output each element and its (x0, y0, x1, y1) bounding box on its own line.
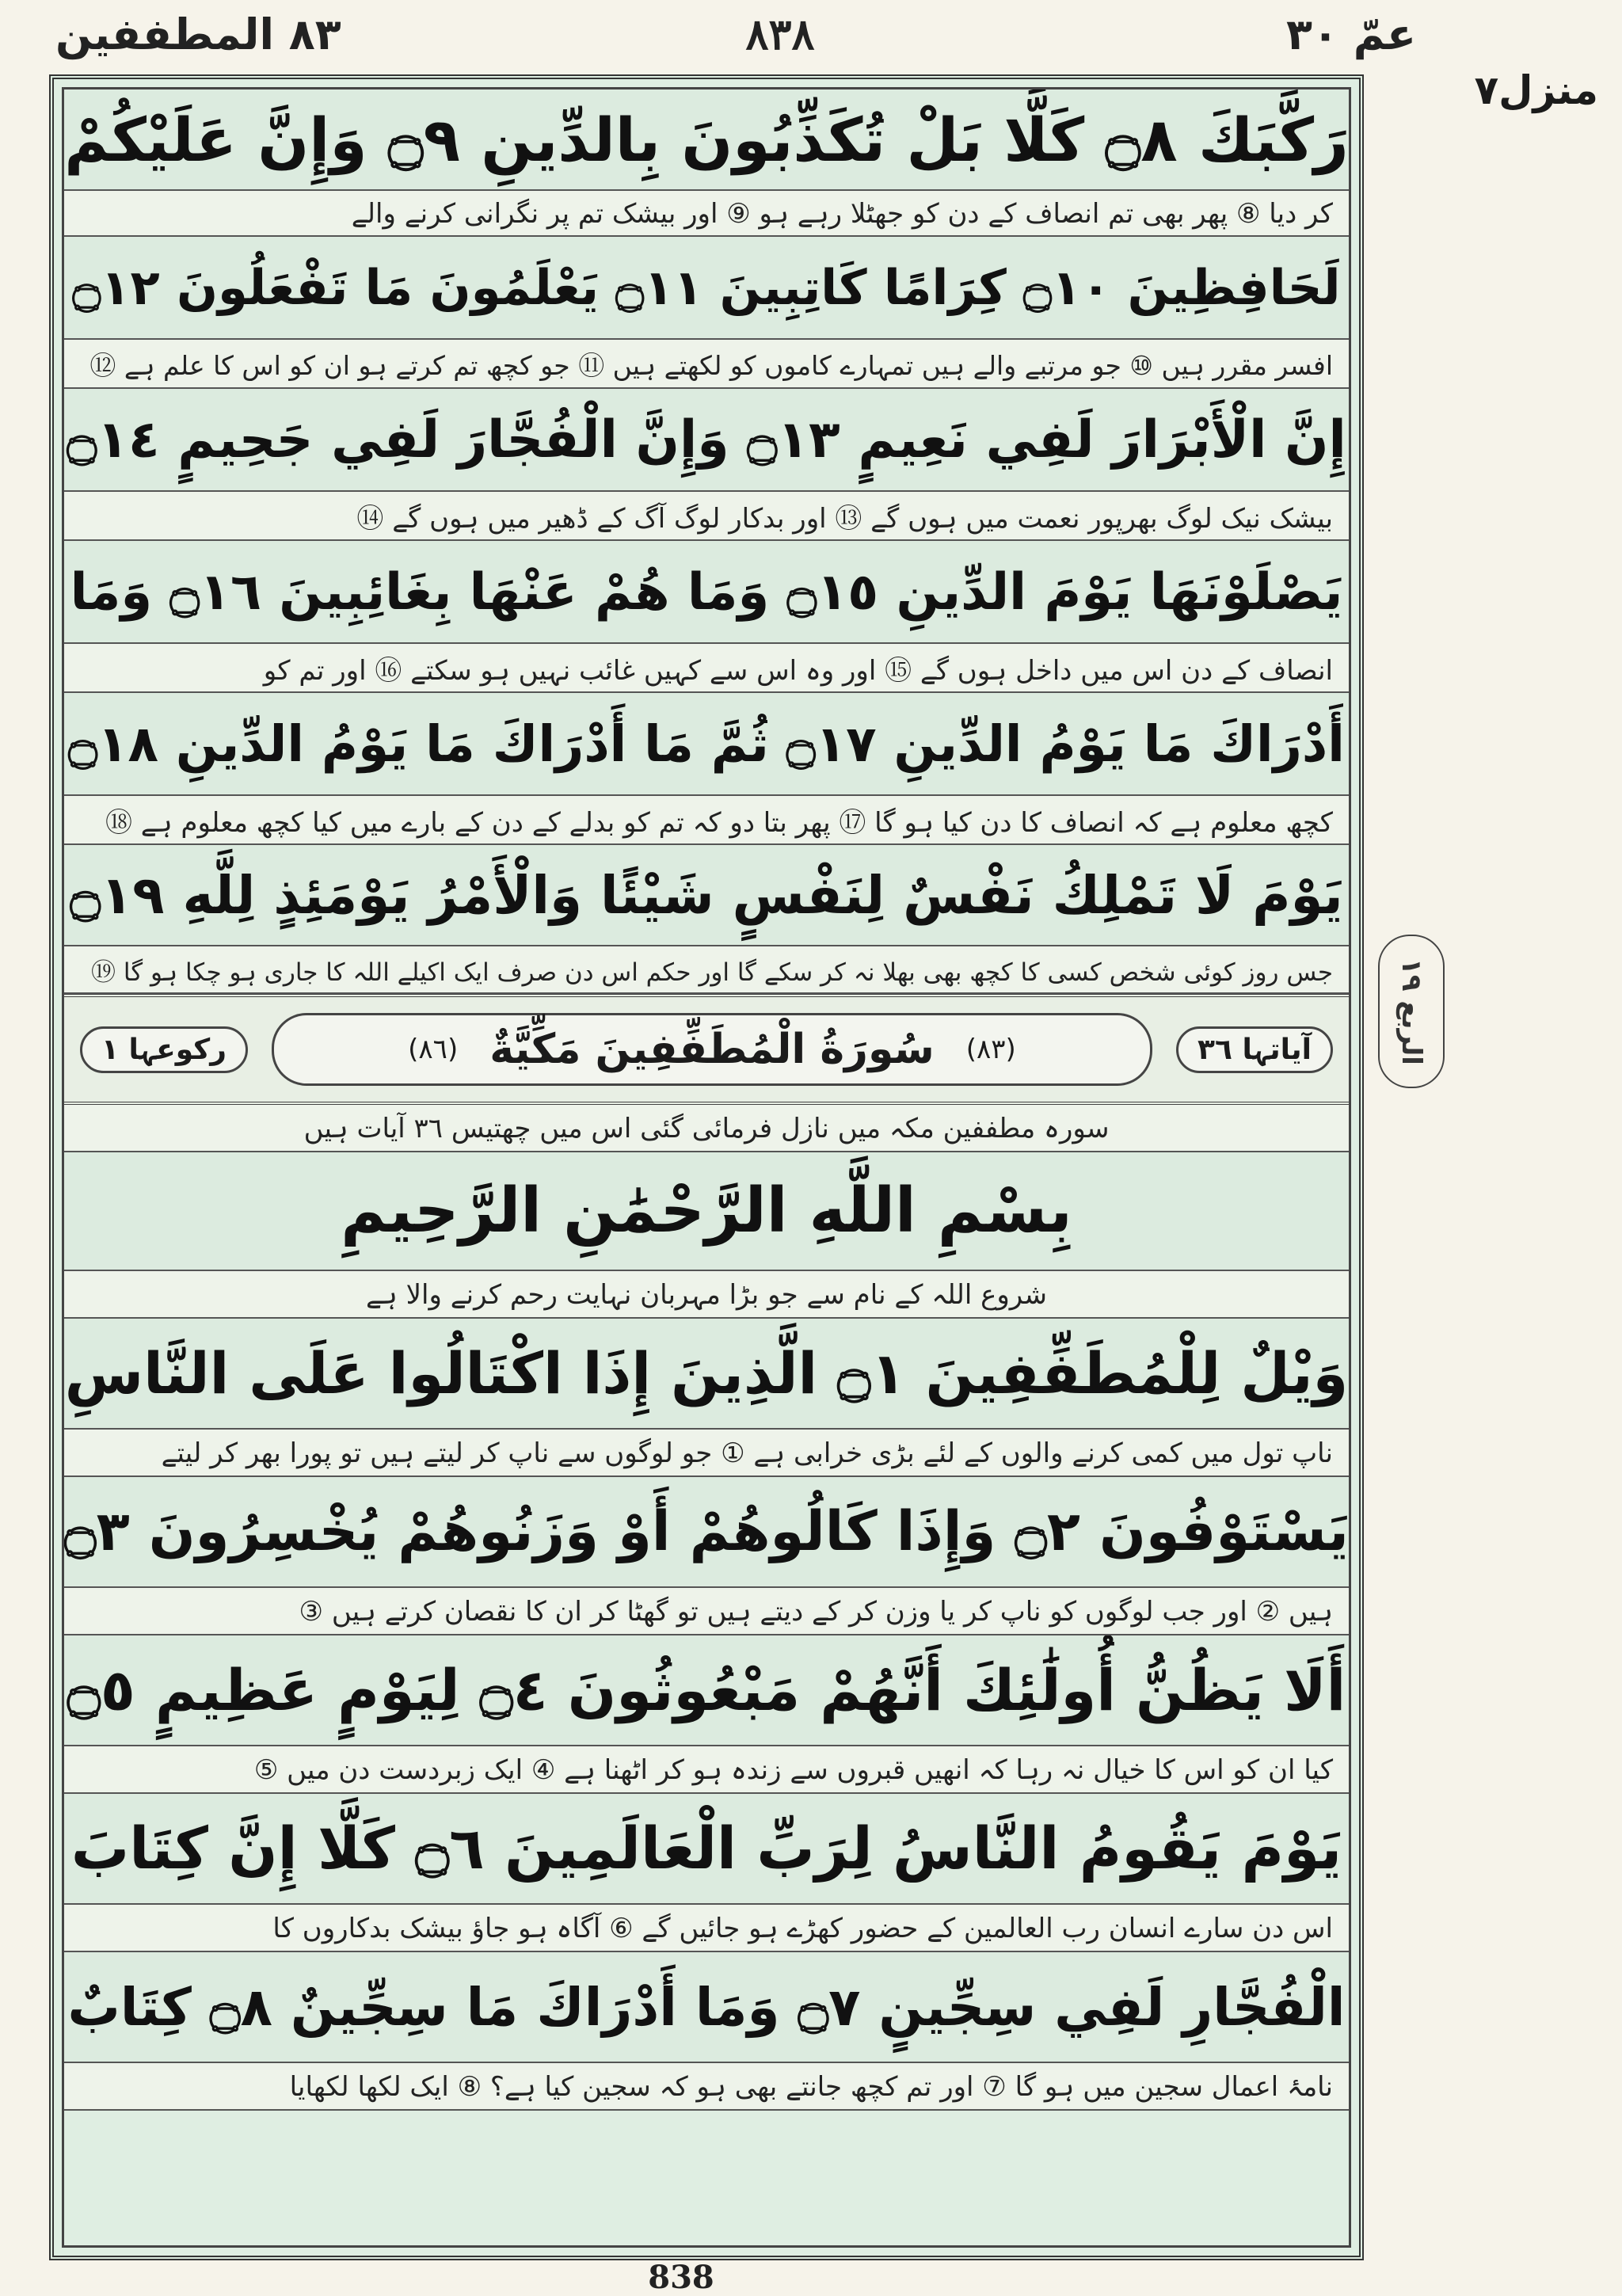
ruku-count-box: رکوعہا ١ (80, 1026, 248, 1073)
translation-line-6: جس روز کوئی شخص کسی کا کچھ بھی بھلا نہ کر سکے گا اور حکم اس دن صرف ایک اکیلے اللہ کا جاری ہو چکا ہو گا ⑲ (64, 946, 1349, 994)
arabic-line-1: رَكَّبَكَ ۝٨ كَلَّا بَلْ تُكَذِّبُونَ بِالدِّينِ ۝٩ وَإِنَّ عَلَيْكُمْ (64, 89, 1349, 191)
arabic-line-6: يَوْمَ لَا تَمْلِكُ نَفْسٌ لِنَفْسٍ شَيْئًا وَالْأَمْرُ يَوْمَئِذٍ لِلَّهِ ۝١٩ (64, 845, 1349, 946)
header-page-number: ٨٣٨ (745, 9, 815, 59)
translation-line-1: کر دیا ⑧ پھر بھی تم انصاف کے دن کو جھٹلا رہے ہو ⑨ اور بیشک تم پر نگرانی کرنے والے (64, 191, 1349, 237)
surah-revelation-order: (٨٦) (408, 1034, 459, 1065)
translation-line-5: کچھ معلوم ہے کہ انصاف کا دن کیا ہو گا ⑰ پھر بتا دو کہ تم کو بدلے کے دن کے بارے میں کیا کچھ معلوم ہے ⑱ (64, 796, 1349, 845)
arabic-line-11: الْفُجَّارِ لَفِي سِجِّينٍ ۝٧ وَمَا أَدْرَاكَ مَا سِجِّينٌ ۝٨ كِتَابٌ (64, 1952, 1349, 2063)
arabic-line-10: يَوْمَ يَقُومُ النَّاسُ لِرَبِّ الْعَالَمِينَ ۝٦ كَلَّا إِنَّ كِتَابَ (64, 1794, 1349, 1905)
translation-line-7: ناپ تول میں کمی کرنے والوں کے لئے بڑی خرابی ہے ① جو لوگوں سے ناپ کر لیتے ہیں تو پورا بھر کر لیتے (64, 1430, 1349, 1477)
translation-line-9: کیا ان کو اس کا خیال نہ رہا کہ انھیں قبروں سے زندہ ہو کر اٹھنا ہے ④ ایک زبردست دن میں ⑤ (64, 1746, 1349, 1794)
manzil-marker: منزل٧ (1474, 67, 1598, 113)
surah-banner (64, 994, 1349, 1105)
arabic-line-9: أَلَا يَظُنُّ أُولَٰئِكَ أَنَّهُمْ مَبْعُوثُونَ ۝٤ لِيَوْمٍ عَظِيمٍ ۝٥ (64, 1635, 1349, 1746)
arabic-line-8: يَسْتَوْفُونَ ۝٢ وَإِذَا كَالُوهُمْ أَوْ وَزَنُوهُمْ يُخْسِرُونَ ۝٣ (64, 1477, 1349, 1588)
bismillah: بِسْمِ اللَّهِ الرَّحْمَٰنِ الرَّحِيمِ (64, 1152, 1349, 1271)
translation-line-8: ہیں ② اور جب لوگوں کو ناپ کر یا وزن کر کے دیتے ہیں تو گھٹا کر ان کا نقصان کرتے ہیں ③ (64, 1588, 1349, 1635)
translation-line-10: اس دن سارے انسان رب العالمین کے حضور کھڑے ہو جائیں گے ⑥ آگاہ ہو جاؤ بیشک بدکاروں کا (64, 1905, 1349, 1952)
arabic-line-4: يَصْلَوْنَهَا يَوْمَ الدِّينِ ۝١٥ وَمَا هُمْ عَنْهَا بِغَائِبِينَ ۝١٦ وَمَا (64, 541, 1349, 644)
page-inner-border (62, 87, 1351, 2248)
page-frame (49, 74, 1364, 2260)
translation-line-3: بیشک نیک لوگ بھرپور نعمت میں ہوں گے ⑬ اور بدکار لوگ آگ کے ڈھیر میں ہوں گے ⑭ (64, 492, 1349, 541)
ruku-marker: الربع ١٩ (1378, 935, 1445, 1088)
header-surah-name: ٨٣ المطففين (55, 9, 341, 59)
bismillah-translation: شروع اللہ کے نام سے جو بڑا مہربان نہایت رحم کرنے والا ہے (64, 1271, 1349, 1319)
translation-line-4: انصاف کے دن اس میں داخل ہوں گے ⑮ اور وہ اس سے کہیں غائب نہیں ہو سکتے ⑯ اور تم کو (64, 644, 1349, 693)
surah-title-cartouche (272, 1013, 1152, 1086)
arabic-line-3: إِنَّ الْأَبْرَارَ لَفِي نَعِيمٍ ۝١٣ وَإِنَّ الْفُجَّارَ لَفِي جَحِيمٍ ۝١٤ (64, 389, 1349, 492)
surah-title: سُورَةُ الْمُطَفِّفِينَ مَكِّيَّةٌ (489, 1026, 935, 1073)
header-juz-name: عمّ ٣٠ (1286, 9, 1416, 59)
surah-number: (٨٣) (965, 1034, 1016, 1065)
arabic-line-2: لَحَافِظِينَ ۝١٠ كِرَامًا كَاتِبِينَ ۝١١ يَعْلَمُونَ مَا تَفْعَلُونَ ۝١٢ (64, 237, 1349, 340)
page-number-footer: 838 (648, 2259, 714, 2296)
arabic-line-7: وَيْلٌ لِلْمُطَفِّفِينَ ۝١ الَّذِينَ إِذَا اكْتَالُوا عَلَى النَّاسِ (64, 1319, 1349, 1430)
ayat-count-box: آیاتہا ٣٦ (1176, 1026, 1333, 1073)
translation-line-11: نامۂ اعمال سجین میں ہو گا ⑦ اور تم کچھ جانتے بھی ہو کہ سجین کیا ہے؟ ⑧ ایک لکھا لکھایا (64, 2063, 1349, 2111)
arabic-line-5: أَدْرَاكَ مَا يَوْمُ الدِّينِ ۝١٧ ثُمَّ مَا أَدْرَاكَ مَا يَوْمُ الدِّينِ ۝١٨ (64, 693, 1349, 796)
translation-line-2: افسر مقرر ہیں ⑩ جو مرتبے والے ہیں تمہارے کاموں کو لکھتے ہیں ⑪ جو کچھ تم کرتے ہو ان کو اس کا علم ہے ⑫ (64, 340, 1349, 389)
surah-intro-text: سورہ مطففین مکہ میں نازل فرمائی گئی اس میں چھتیس ٣٦ آیات ہیں (64, 1105, 1349, 1152)
